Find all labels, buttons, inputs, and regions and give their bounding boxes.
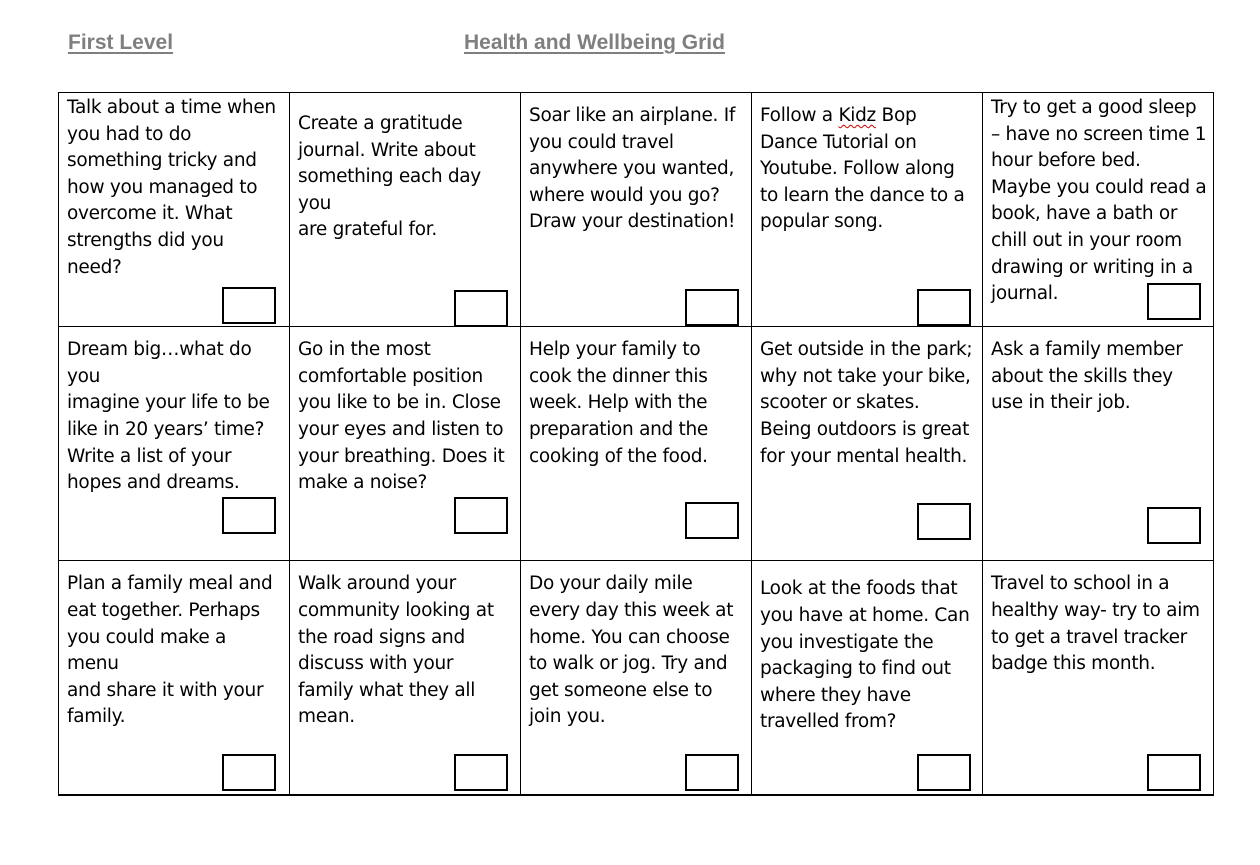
completion-checkbox[interactable]: [1147, 754, 1201, 791]
activity-cell: [59, 561, 290, 795]
activity-text-line: – have no screen time 1: [991, 123, 1207, 145]
activity-text-line: Get outside in the park;: [760, 339, 973, 361]
grid-row: [59, 327, 1214, 561]
activity-text-line: cooking of the food.: [529, 445, 708, 467]
activity-text: [67, 337, 283, 497]
completion-checkbox[interactable]: [685, 289, 739, 326]
activity-text-line: Plan a family meal and: [67, 573, 273, 595]
completion-checkbox[interactable]: [222, 754, 276, 791]
activity-text-line: cook the dinner this: [529, 365, 708, 387]
grid-row: [59, 561, 1214, 795]
activity-text-line: family.: [67, 706, 126, 728]
activity-text-line: you could make a menu: [67, 626, 227, 675]
activity-text-line: Dance Tutorial on: [760, 131, 917, 153]
activity-text-line: Follow a Kidz Bop: [760, 105, 917, 126]
activity-text-line: travelled from?: [760, 711, 897, 733]
activity-text: [67, 571, 283, 731]
activity-text-line: family what they all: [298, 679, 476, 701]
completion-checkbox[interactable]: [222, 287, 276, 324]
activity-text-line: about the skills they: [991, 365, 1173, 387]
completion-checkbox[interactable]: [454, 754, 508, 791]
activity-text-line: to walk or jog. Try and: [529, 653, 728, 675]
spellcheck-word: Kidz: [838, 105, 876, 126]
completion-checkbox[interactable]: [917, 289, 971, 326]
activity-text-line: something each day you: [298, 166, 481, 214]
activity-text-line: need?: [67, 256, 122, 278]
activity-text-line: mean.: [298, 706, 355, 728]
activity-text: [529, 571, 745, 731]
activity-cell: [521, 561, 752, 795]
activity-text-line: Youtube. Follow along: [760, 158, 955, 180]
activity-cell: [983, 327, 1214, 561]
activity-text-line: Soar like an airplane. If: [529, 105, 736, 126]
activity-text-line: Create a gratitude: [298, 113, 463, 134]
activity-text-line: drawing or writing in a: [991, 256, 1193, 278]
activity-text-line: community looking at: [298, 599, 494, 621]
activity-text-line: book, have a bath or: [991, 203, 1178, 225]
activity-text-line: Being outdoors is great: [760, 418, 970, 440]
activity-text-line: how you managed to: [67, 176, 258, 198]
activity-text: [529, 337, 745, 470]
activity-text-line: Dream big…what do you: [67, 339, 252, 387]
activity-text-line: packaging to find out: [760, 658, 951, 680]
activity-text-line: Maybe you could read a: [991, 176, 1207, 198]
completion-checkbox[interactable]: [685, 502, 739, 539]
activity-text-line: where they have: [760, 684, 911, 706]
activity-text-line: Walk around your: [298, 573, 456, 595]
activity-cell: [290, 561, 521, 795]
activity-text-line: join you.: [529, 706, 606, 728]
activity-text-line: eat together. Perhaps: [67, 599, 260, 621]
activity-cell: [752, 93, 983, 327]
activity-text-line: Talk about a time when: [67, 97, 276, 118]
activity-cell: [752, 327, 983, 561]
activity-text-line: imagine your life to be: [67, 392, 270, 414]
activity-text: [298, 337, 514, 497]
completion-checkbox[interactable]: [222, 497, 276, 534]
activity-text-line: badge this month.: [991, 653, 1156, 675]
activity-text-line: journal.: [991, 283, 1059, 305]
activity-cell: [521, 93, 752, 327]
activity-text: [298, 571, 514, 731]
activity-text: [991, 337, 1207, 417]
completion-checkbox[interactable]: [454, 290, 508, 327]
activity-text-line: every day this week at: [529, 599, 734, 621]
activity-text-line: get someone else to: [529, 679, 713, 701]
activity-text-line: you have at home. Can: [760, 604, 970, 626]
activity-text-line: you investigate the: [760, 631, 934, 653]
activity-text: [760, 576, 976, 736]
activity-text-line: comfortable position: [298, 365, 483, 387]
activity-text-line: you had to do: [67, 123, 192, 145]
activity-cell: [59, 93, 290, 327]
activity-text-line: use in their job.: [991, 392, 1131, 414]
activity-text-line: Travel to school in a: [991, 573, 1170, 595]
completion-checkbox[interactable]: [917, 503, 971, 540]
activity-text: [760, 103, 976, 236]
activity-text-line: for your mental health.: [760, 445, 968, 467]
activity-text-line: Draw your destination!: [529, 211, 736, 233]
activity-text-line: Do your daily mile: [529, 573, 693, 595]
activity-text: [991, 571, 1207, 677]
activity-text-line: chill out in your room: [991, 229, 1182, 251]
activity-text: [991, 95, 1207, 308]
activity-text-line: your eyes and listen to: [298, 418, 504, 440]
activity-text-line: week. Help with the: [529, 392, 708, 414]
activity-text: [298, 111, 514, 244]
completion-checkbox[interactable]: [1147, 283, 1201, 320]
activity-text-line: like in 20 years’ time?: [67, 418, 265, 440]
activity-text-line: anywhere you wanted,: [529, 158, 735, 180]
activity-text-line: discuss with your: [298, 653, 454, 675]
activity-cell: [983, 561, 1214, 795]
activity-cell: [290, 93, 521, 327]
activity-text-line: to get a travel tracker: [991, 626, 1187, 648]
activity-text-line: hopes and dreams.: [67, 472, 240, 494]
activity-text-line: Ask a family member: [991, 339, 1183, 361]
activity-cell: [752, 561, 983, 795]
activity-text-line: to learn the dance to a: [760, 184, 965, 206]
activity-text-line: make a noise?: [298, 472, 428, 494]
activity-text-line: scooter or skates.: [760, 392, 920, 414]
activity-text-line: preparation and the: [529, 418, 709, 440]
activity-grid: [58, 92, 1214, 796]
activity-text: [760, 337, 976, 470]
activity-text-line: something tricky and: [67, 150, 257, 172]
activity-text-line: overcome it. What: [67, 203, 233, 225]
completion-checkbox[interactable]: [685, 754, 739, 791]
activity-text-line: Go in the most: [298, 339, 431, 361]
completion-checkbox[interactable]: [454, 497, 508, 534]
activity-cell: [521, 327, 752, 561]
activity-text-line: strengths did you: [67, 229, 224, 251]
activity-text-line: you like to be in. Close: [298, 392, 501, 414]
activity-text: [529, 103, 745, 236]
activity-cell: [983, 93, 1214, 327]
activity-text-line: Try to get a good sleep: [991, 97, 1197, 118]
grid-row: [59, 93, 1214, 327]
activity-cell: [59, 327, 290, 561]
activity-text-line: are grateful for.: [298, 219, 437, 241]
completion-checkbox[interactable]: [917, 754, 971, 791]
activity-text-line: popular song.: [760, 211, 883, 233]
activity-text-line: healthy way- try to aim: [991, 599, 1200, 621]
activity-text-line: hour before bed.: [991, 150, 1141, 172]
activity-text: [67, 95, 283, 281]
activity-text-line: home. You can choose: [529, 626, 730, 648]
activity-text-line: Look at the foods that: [760, 578, 958, 600]
page-title: Health and Wellbeing Grid: [464, 31, 725, 54]
activity-text-line: journal. Write about: [298, 139, 476, 161]
activity-text-line: Write a list of your: [67, 445, 232, 467]
activity-text-line: your breathing. Does it: [298, 445, 505, 467]
activity-text-line: the road signs and: [298, 626, 465, 648]
activity-text-line: and share it with your: [67, 679, 264, 701]
activity-text-line: you could travel: [529, 131, 674, 153]
completion-checkbox[interactable]: [1147, 507, 1201, 544]
activity-text-line: where would you go?: [529, 184, 720, 206]
activity-text-line: why not take your bike,: [760, 365, 971, 387]
activity-text-line: Help your family to: [529, 339, 701, 361]
page-level-label: First Level: [68, 31, 174, 54]
activity-cell: [290, 327, 521, 561]
